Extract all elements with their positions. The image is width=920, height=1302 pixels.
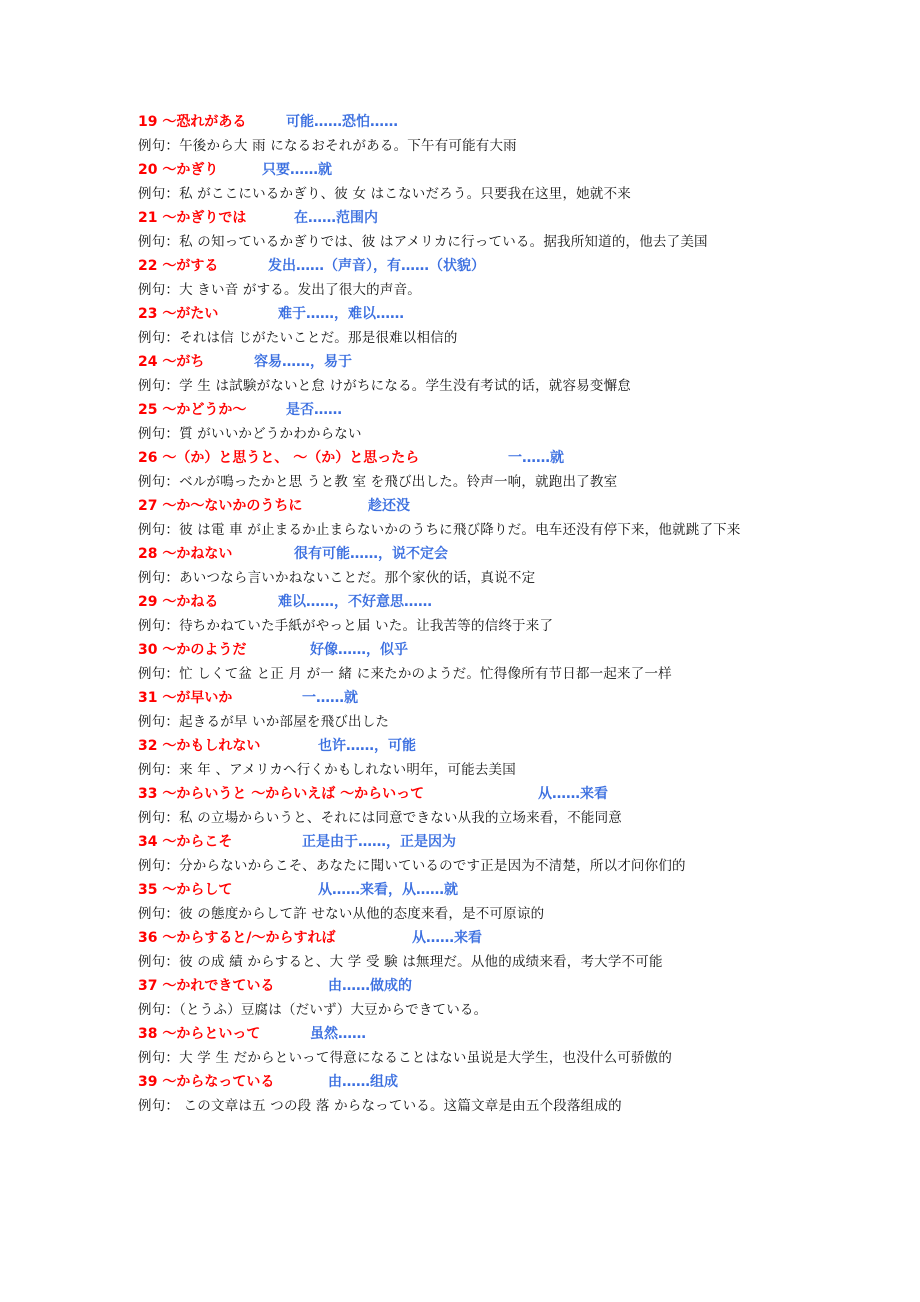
- grammar-meaning: 容易……，易于: [254, 354, 352, 370]
- entry-heading: [138, 1022, 798, 1046]
- example-sentence: 例句：ベルが鳴ったかと思 うと教 室 を飛び出した。铃声一响，就跑出了教室: [138, 474, 618, 490]
- grammar-meaning: 只要……就: [262, 162, 332, 178]
- example-sentence: 例句：彼 の成 績 からすると、大 学 受 験 は無理だ。从他的成绩来看，考大学不可能: [138, 954, 663, 970]
- example-sentence: 例句：私 がここにいるかぎり、彼 女 はこないだろう。只要我在这里，她就不来: [138, 186, 631, 202]
- grammar-pattern: 20 ～かぎり: [138, 162, 219, 178]
- example-sentence: 例句：来 年 、アメリカへ行くかもしれない明年，可能去美国: [138, 762, 516, 778]
- grammar-entry: [138, 590, 798, 638]
- grammar-entry: [138, 734, 798, 782]
- grammar-entry: [138, 686, 798, 734]
- grammar-entry: [138, 974, 798, 1022]
- grammar-pattern: 25 ～かどうか～: [138, 402, 247, 418]
- example-sentence: 例句：私 の立場からいうと、それには同意できない从我的立场来看，不能同意: [138, 810, 622, 826]
- example-sentence: 例句：午後から大 雨 になるおそれがある。下午有可能有大雨: [138, 138, 517, 154]
- grammar-entry: [138, 878, 798, 926]
- grammar-pattern: 30 ～かのようだ: [138, 642, 247, 658]
- grammar-pattern: 28 ～かねない: [138, 546, 233, 562]
- entry-heading: [138, 734, 798, 758]
- grammar-pattern: 19 ～恐れがある: [138, 114, 247, 130]
- example-sentence: 例句：待ちかねていた手紙がやっと届 いた。让我苦等的信终于来了: [138, 618, 554, 634]
- grammar-entry: [138, 1022, 798, 1070]
- grammar-pattern: 36 ～からすると/～からすれば: [138, 930, 336, 946]
- grammar-meaning: 一……就: [302, 690, 358, 706]
- grammar-meaning: 发出……（声音），有……（状貌）: [268, 258, 485, 274]
- grammar-meaning: 由……组成: [328, 1074, 398, 1090]
- grammar-entry: [138, 1070, 798, 1118]
- grammar-pattern: 26 ～（か）と思うと、 ～（か）と思ったら: [138, 450, 420, 466]
- example-sentence: 例句：学 生 は試験がないと怠 けがちになる。学生没有考试的话，就容易变懈怠: [138, 378, 631, 394]
- example-sentence: 例句：分からないからこそ、あなたに聞いているのです正是因为不清楚，所以才问你们的: [138, 858, 686, 874]
- grammar-entry: [138, 158, 798, 206]
- grammar-meaning: 难于……，难以……: [278, 306, 404, 322]
- grammar-entry: [138, 350, 798, 398]
- example-sentence: 例句：大 きい音 がする。发出了很大的声音。: [138, 282, 421, 298]
- entry-heading: [138, 1070, 798, 1094]
- entry-heading: [138, 206, 798, 230]
- grammar-pattern: 27 ～か～ないかのうちに: [138, 498, 303, 514]
- grammar-meaning: 在……范围内: [294, 210, 378, 226]
- example-sentence: 例句：私 の知っているかぎりでは、彼 はアメリカに行っている。据我所知道的，他去了美国: [138, 234, 708, 250]
- grammar-pattern: 29 ～かねる: [138, 594, 219, 610]
- entry-heading: [138, 494, 798, 518]
- entry-heading: [138, 974, 798, 998]
- example-sentence: 例句：質 がいいかどうかわからない: [138, 426, 362, 442]
- grammar-pattern: 38 ～からといって: [138, 1026, 261, 1042]
- grammar-entry: [138, 782, 798, 830]
- example-sentence: 例句：彼 の態度からして許 せない从他的态度来看，是不可原谅的: [138, 906, 545, 922]
- entry-heading: [138, 446, 798, 470]
- grammar-meaning: 很有可能……，说不定会: [294, 546, 448, 562]
- grammar-meaning: 从……来看: [412, 930, 482, 946]
- grammar-entry: [138, 830, 798, 878]
- entry-heading: [138, 878, 798, 902]
- grammar-entry: [138, 206, 798, 254]
- grammar-entry: [138, 302, 798, 350]
- grammar-entry: [138, 398, 798, 446]
- grammar-entry: [138, 926, 798, 974]
- entry-heading: [138, 398, 798, 422]
- entry-heading: [138, 350, 798, 374]
- grammar-pattern: 22 ～がする: [138, 258, 219, 274]
- entry-heading: [138, 542, 798, 566]
- grammar-meaning: 难以……，不好意思……: [278, 594, 432, 610]
- document-page: [138, 110, 798, 1118]
- entry-heading: [138, 830, 798, 854]
- example-sentence: 例句：それは信 じがたいことだ。那是很难以相信的: [138, 330, 458, 346]
- grammar-pattern: 35 ～からして: [138, 882, 233, 898]
- grammar-meaning: 可能……恐怕……: [286, 114, 398, 130]
- grammar-meaning: 好像……，似乎: [310, 642, 408, 658]
- example-sentence: 例句：あいつなら言いかねないことだ。那个家伙的话，真说不定: [138, 570, 536, 586]
- entry-heading: [138, 926, 798, 950]
- example-sentence: 例句：（とうふ）豆腐は（だいず）大豆からできている。: [138, 1002, 488, 1018]
- entry-heading: [138, 590, 798, 614]
- grammar-pattern: 24 ～がち: [138, 354, 205, 370]
- entry-heading: [138, 686, 798, 710]
- entry-heading: [138, 110, 798, 134]
- grammar-pattern: 33 ～からいうと ～からいえば ～からいって: [138, 786, 425, 802]
- example-sentence: 例句：彼 は電 車 が止まるか止まらないかのうちに飛び降りだ。电车还没有停下来，他就跳了下来: [138, 522, 741, 538]
- grammar-meaning: 一……就: [508, 450, 564, 466]
- grammar-entry: [138, 446, 798, 494]
- grammar-meaning: 从……来看: [538, 786, 608, 802]
- grammar-pattern: 39 ～からなっている: [138, 1074, 275, 1090]
- example-sentence: 例句：起きるが早 いか部屋を飛び出した: [138, 714, 390, 730]
- grammar-pattern: 21 ～かぎりでは: [138, 210, 247, 226]
- entry-heading: [138, 782, 798, 806]
- example-sentence: 例句： この文章は五 つの段 落 からなっている。这篇文章是由五个段落组成的: [138, 1098, 622, 1114]
- entry-heading: [138, 254, 798, 278]
- entry-heading: [138, 302, 798, 326]
- grammar-meaning: 虽然……: [310, 1026, 366, 1042]
- grammar-meaning: 由……做成的: [328, 978, 412, 994]
- example-sentence: 例句：忙 しくて盆 と正 月 が一 緒 に来たかのようだ。忙得像所有节日都一起来了一样: [138, 666, 672, 682]
- grammar-entry: [138, 254, 798, 302]
- grammar-meaning: 正是由于……，正是因为: [302, 834, 456, 850]
- grammar-entry: [138, 638, 798, 686]
- grammar-pattern: 23 ～がたい: [138, 306, 219, 322]
- grammar-pattern: 32 ～かもしれない: [138, 738, 261, 754]
- grammar-pattern: 34 ～からこそ: [138, 834, 233, 850]
- grammar-entry: [138, 542, 798, 590]
- example-sentence: 例句：大 学 生 だからといって得意になることはない虽说是大学生，也没什么可骄傲的: [138, 1050, 673, 1066]
- grammar-meaning: 趁还没: [368, 498, 410, 514]
- grammar-meaning: 也许……，可能: [318, 738, 416, 754]
- entry-heading: [138, 638, 798, 662]
- grammar-meaning: 是否……: [286, 402, 342, 418]
- grammar-meaning: 从……来看，从……就: [318, 882, 458, 898]
- entry-heading: [138, 158, 798, 182]
- grammar-entry: [138, 494, 798, 542]
- grammar-pattern: 37 ～かれできている: [138, 978, 275, 994]
- grammar-pattern: 31 ～が早いか: [138, 690, 233, 706]
- grammar-entry: [138, 110, 798, 158]
